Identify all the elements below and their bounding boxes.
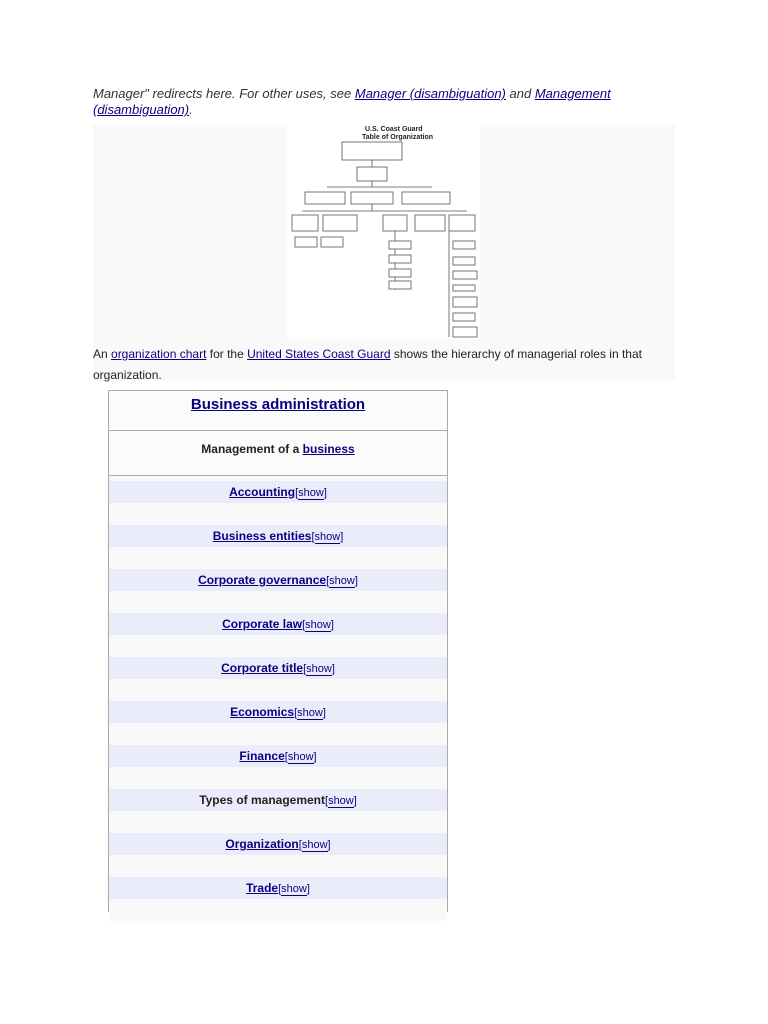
navbox-group-label[interactable]: Corporate law: [222, 617, 303, 631]
navbox-group-row: [109, 569, 447, 591]
navbox-group-label[interactable]: Trade: [246, 881, 279, 895]
navbox-group-toggle: [show]: [302, 619, 334, 631]
navbox-group-label: Types of management: [199, 793, 325, 807]
org-chart-diagram: [287, 125, 480, 339]
navbox-group-toggle: [show]: [295, 487, 327, 499]
navbox-group-row: [109, 481, 447, 503]
navbox-group-label[interactable]: Organization: [225, 837, 299, 851]
show-toggle-link[interactable]: show: [297, 707, 323, 719]
hatnote-prefix: Manager" redirects here. For other uses, see: [93, 86, 355, 101]
show-toggle-link[interactable]: show: [306, 663, 332, 675]
figure-caption: [93, 344, 668, 386]
navbox-group-toggle: [show]: [311, 531, 344, 543]
navbox-group-label[interactable]: Economics: [230, 705, 295, 719]
navbox-group-toggle: [show]: [284, 751, 317, 763]
navbox-group-toggle: [show]: [326, 575, 358, 587]
chart-title-line1: U.S. Coast Guard: [365, 126, 423, 133]
navbox-group-body: [109, 811, 447, 833]
org-chart-boxes: [292, 142, 477, 337]
navbox-group-row: [109, 877, 447, 899]
hatnote-middle: and: [505, 86, 535, 101]
hatnote-suffix: .: [189, 102, 193, 117]
show-toggle-link[interactable]: show: [298, 487, 324, 499]
navbox-group-row: [109, 657, 447, 679]
navbox-group-row: [109, 833, 447, 855]
management-disambiguation-link[interactable]: Management (disambiguation): [93, 86, 611, 117]
us-coast-guard-link[interactable]: United States Coast Guard: [247, 347, 391, 361]
navbox-group-label[interactable]: Finance: [239, 749, 285, 763]
navbox-group-toggle: [show]: [294, 707, 326, 719]
caption-prefix: An: [93, 347, 112, 361]
navbox-business-administration: [108, 390, 448, 912]
caption-middle: for the: [206, 347, 248, 361]
organization-chart-link[interactable]: organization chart: [111, 347, 207, 361]
navbox-group-toggle: [show]: [303, 663, 335, 675]
business-link[interactable]: business: [302, 442, 355, 456]
navbox-group-body: [109, 767, 447, 789]
show-toggle-link[interactable]: show: [314, 531, 341, 543]
navbox-groups: [109, 476, 447, 921]
show-toggle-link[interactable]: show: [305, 619, 331, 631]
navbox-group-row: [109, 745, 447, 767]
navbox-group-toggle: [show]: [325, 795, 357, 807]
navbox-subtitle: [109, 431, 447, 476]
navbox-title: [109, 391, 447, 431]
navbox-group-row: [109, 613, 447, 635]
navbox-group-body: [109, 503, 447, 525]
navbox-group-body: [109, 547, 447, 569]
navbox-group-body: [109, 679, 447, 701]
show-toggle-link[interactable]: show: [281, 883, 307, 895]
navbox-group-label[interactable]: Corporate governance: [198, 573, 327, 587]
caption-suffix: shows the hierarchy of managerial roles in that organization.: [93, 347, 642, 382]
navbox-group-row: [109, 789, 447, 811]
navbox-group-body: [109, 899, 447, 921]
navbox-group-body: [109, 855, 447, 877]
show-toggle-link[interactable]: show: [287, 751, 314, 763]
show-toggle-link[interactable]: show: [329, 575, 355, 587]
navbox-group-toggle: [show]: [278, 883, 310, 895]
show-toggle-link[interactable]: show: [328, 795, 354, 807]
navbox-group-label[interactable]: Corporate title: [221, 661, 304, 675]
navbox-subtitle-prefix: Management of a: [201, 442, 303, 456]
figure-thumbnail: [93, 125, 675, 381]
navbox-group-body: [109, 723, 447, 745]
navbox-group-label[interactable]: Accounting: [229, 485, 296, 499]
navbox-group-row: [109, 701, 447, 723]
show-toggle-link[interactable]: show: [301, 839, 328, 851]
chart-title-line2: Table of Organization: [362, 134, 434, 141]
navbox-group-row: [109, 525, 447, 547]
navbox-title-link[interactable]: Business administration: [190, 396, 366, 413]
hatnote: [93, 86, 653, 118]
navbox-group-toggle: [show]: [298, 839, 331, 851]
navbox-group-body: [109, 635, 447, 657]
manager-disambiguation-link[interactable]: Manager (disambiguation): [354, 86, 506, 101]
navbox-group-body: [109, 591, 447, 613]
navbox-group-label[interactable]: Business entities: [212, 529, 312, 543]
org-chart-image[interactable]: [287, 125, 480, 339]
